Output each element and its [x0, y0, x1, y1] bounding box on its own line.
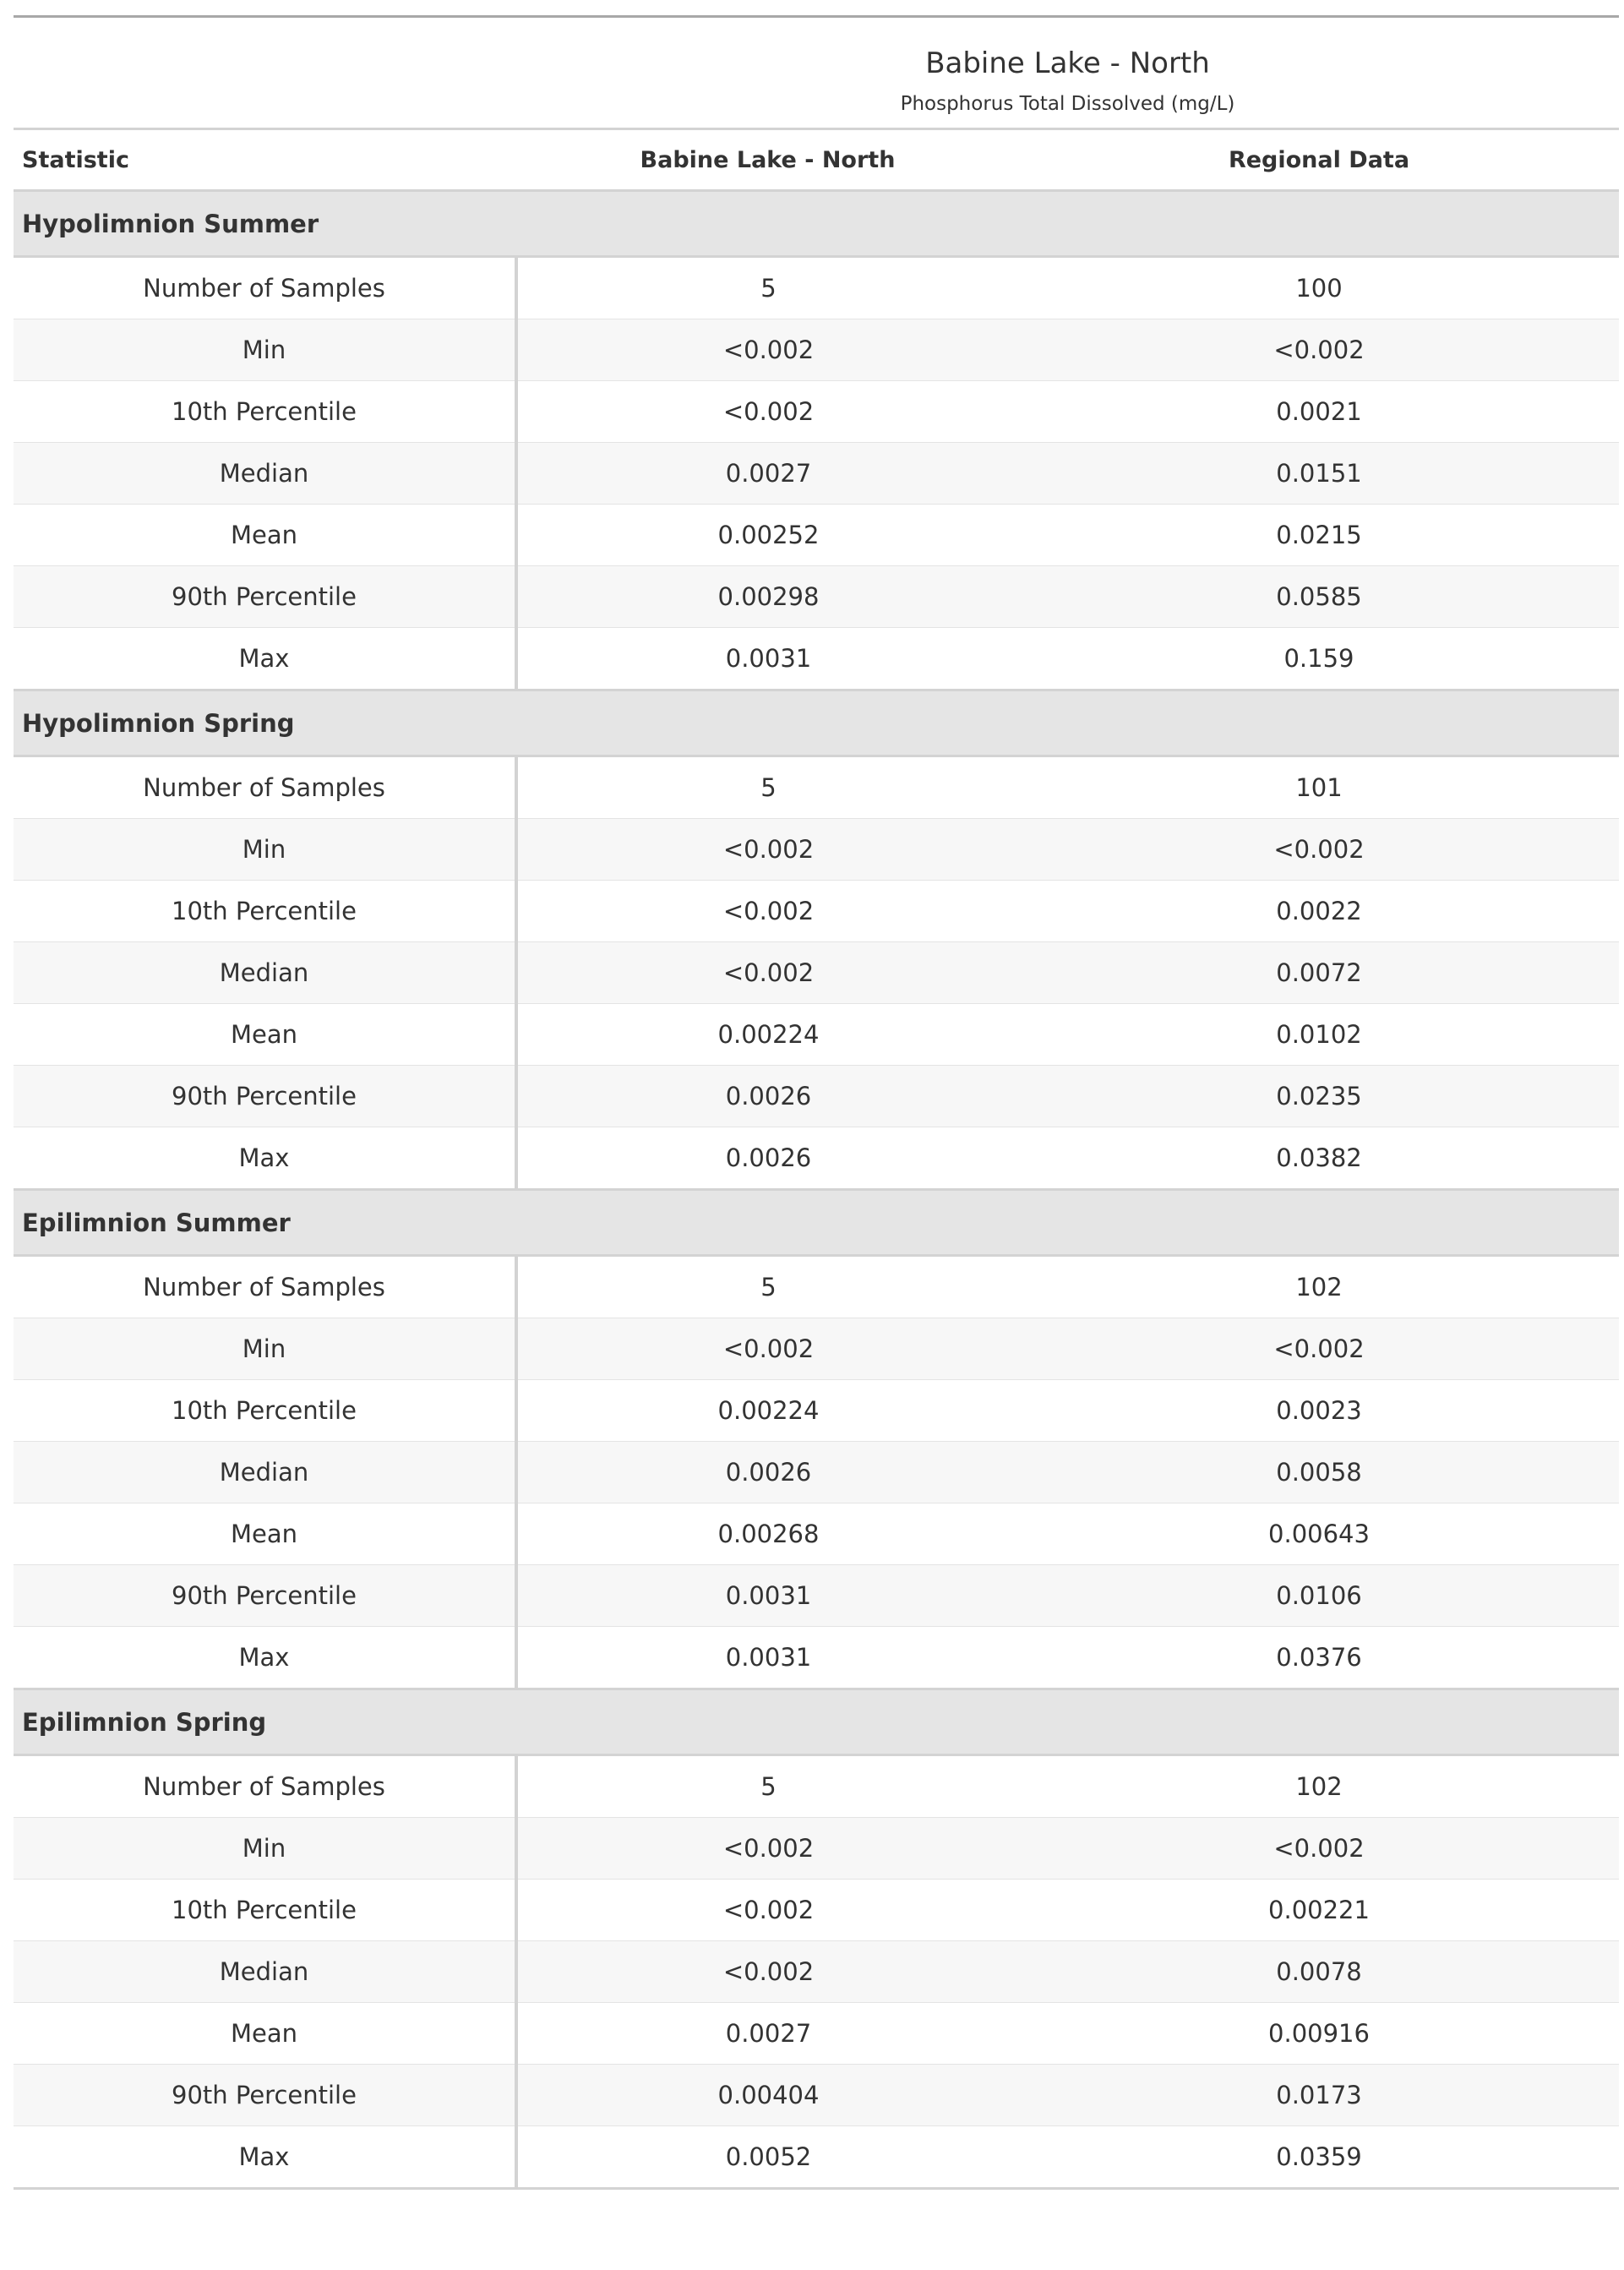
- table-row: [14, 1565, 1619, 1627]
- site-value-cell: 5: [760, 773, 777, 802]
- table-row: [14, 443, 1619, 505]
- statistic-cell: 10th Percentile: [14, 1380, 516, 1442]
- regional-value-cell: 0.0023: [1019, 1380, 1619, 1442]
- table-row: [14, 756, 1619, 819]
- site-value-cell: 0.00224: [516, 1380, 1019, 1442]
- statistic-cell: Median: [14, 942, 516, 1004]
- regional-value-cell: 0.0173: [1019, 2065, 1619, 2126]
- table-row: [14, 1318, 1619, 1380]
- table-row: [14, 1004, 1619, 1066]
- table-row: [14, 1127, 1619, 1190]
- table-row: [14, 2065, 1619, 2126]
- table-row: [14, 381, 1619, 443]
- statistic-cell: 90th Percentile: [14, 566, 516, 628]
- statistics-table: [14, 15, 1619, 2190]
- site-value-cell: 0.0027: [516, 443, 1019, 505]
- statistic-cell: Min: [14, 819, 516, 881]
- statistic-cell: 90th Percentile: [14, 1565, 516, 1627]
- statistic-cell: Mean: [14, 1004, 516, 1066]
- statistic-cell: Max: [14, 628, 516, 690]
- site-value-cell: 0.00268: [516, 1503, 1019, 1565]
- site-value-cell: <0.002: [516, 881, 1019, 942]
- table-row: [14, 257, 1619, 319]
- group-header-row: [14, 191, 1619, 257]
- site-value-cell: <0.002: [516, 942, 1019, 1004]
- site-value-cell: 0.00298: [516, 566, 1019, 628]
- table-row: [14, 1442, 1619, 1503]
- table-row: [14, 1880, 1619, 1941]
- table-row: [14, 2003, 1619, 2065]
- group-label: Hypolimnion Summer: [14, 191, 1619, 257]
- statistic-cell: Median: [14, 1941, 516, 2003]
- statistic-cell: Number of Samples: [14, 257, 516, 319]
- site-value-cell: 0.0052: [516, 2126, 1019, 2189]
- site-value-cell: <0.002: [516, 381, 1019, 443]
- statistic-cell: Number of Samples: [14, 756, 516, 819]
- table-row: [14, 1503, 1619, 1565]
- table-row: [14, 819, 1619, 881]
- regional-value-cell: 0.0021: [1019, 381, 1619, 443]
- table-row: [14, 1380, 1619, 1442]
- regional-value-cell: 0.0585: [1019, 566, 1619, 628]
- regional-value-cell: 0.0022: [1019, 881, 1619, 942]
- table-row: [14, 1627, 1619, 1689]
- statistic-cell: 90th Percentile: [14, 2065, 516, 2126]
- statistic-cell: Min: [14, 1318, 516, 1380]
- table-title: Babine Lake - North: [925, 46, 1210, 80]
- site-value-cell: 0.0026: [516, 1442, 1019, 1503]
- site-value-cell: 0.0027: [516, 2003, 1019, 2065]
- regional-value-cell: <0.002: [1019, 1818, 1619, 1880]
- table-row: [14, 1941, 1619, 2003]
- regional-value-cell: 102: [1295, 1273, 1343, 1301]
- site-value-cell: 0.0031: [516, 1627, 1019, 1689]
- group-label: Epilimnion Spring: [14, 1689, 1619, 1755]
- regional-value-cell: 0.0106: [1019, 1565, 1619, 1627]
- statistic-cell: 10th Percentile: [14, 381, 516, 443]
- site-value-cell: <0.002: [516, 1818, 1019, 1880]
- regional-value-cell: 0.0235: [1019, 1066, 1619, 1127]
- table-row: [14, 2126, 1619, 2189]
- group-header-row: [14, 690, 1619, 756]
- table-row: [14, 628, 1619, 690]
- statistic-cell: Median: [14, 443, 516, 505]
- regional-value-cell: 0.00916: [1019, 2003, 1619, 2065]
- statistic-cell: Median: [14, 1442, 516, 1503]
- table-row: [14, 942, 1619, 1004]
- site-value-cell: 5: [760, 274, 777, 303]
- site-value-cell: 0.0031: [516, 1565, 1019, 1627]
- table-row: [14, 1066, 1619, 1127]
- table-row: [14, 1818, 1619, 1880]
- group-header-row: [14, 1190, 1619, 1256]
- regional-value-cell: <0.002: [1019, 819, 1619, 881]
- group-label: Hypolimnion Spring: [14, 690, 1619, 756]
- site-value-cell: <0.002: [516, 319, 1019, 381]
- regional-value-cell: 0.159: [1019, 628, 1619, 690]
- site-value-cell: 0.00224: [516, 1004, 1019, 1066]
- statistic-cell: Min: [14, 1818, 516, 1880]
- table-row: [14, 881, 1619, 942]
- statistic-cell: Max: [14, 1127, 516, 1190]
- regional-value-cell: 0.00643: [1019, 1503, 1619, 1565]
- statistic-cell: Mean: [14, 2003, 516, 2065]
- statistic-cell: Mean: [14, 1503, 516, 1565]
- regional-value-cell: 0.0215: [1019, 505, 1619, 566]
- site-value-cell: 0.0026: [516, 1127, 1019, 1190]
- column-header-regional: Regional Data: [1019, 129, 1619, 191]
- table-row: [14, 1755, 1619, 1818]
- statistic-cell: 90th Percentile: [14, 1066, 516, 1127]
- statistic-cell: Number of Samples: [14, 1256, 516, 1318]
- table-row: [14, 319, 1619, 381]
- site-value-cell: 0.00252: [516, 505, 1019, 566]
- regional-value-cell: 102: [1295, 1772, 1343, 1801]
- regional-value-cell: <0.002: [1019, 1318, 1619, 1380]
- site-value-cell: <0.002: [516, 1941, 1019, 2003]
- regional-value-cell: 101: [1295, 773, 1343, 802]
- regional-value-cell: 0.0102: [1019, 1004, 1619, 1066]
- site-value-cell: 0.0026: [516, 1066, 1019, 1127]
- site-value-cell: <0.002: [516, 1318, 1019, 1380]
- regional-value-cell: 0.00221: [1019, 1880, 1619, 1941]
- site-value-cell: 0.00404: [516, 2065, 1019, 2126]
- table-row: [14, 505, 1619, 566]
- site-value-cell: <0.002: [516, 1880, 1019, 1941]
- regional-value-cell: <0.002: [1019, 319, 1619, 381]
- regional-value-cell: 100: [1295, 274, 1343, 303]
- table-subtitle: Phosphorus Total Dissolved (mg/L): [516, 80, 1619, 129]
- regional-value-cell: 0.0151: [1019, 443, 1619, 505]
- site-value-cell: <0.002: [516, 819, 1019, 881]
- group-header-row: [14, 1689, 1619, 1755]
- site-value-cell: 0.0031: [516, 628, 1019, 690]
- statistic-cell: Max: [14, 2126, 516, 2189]
- table-body: [14, 191, 1619, 2189]
- table-row: [14, 1256, 1619, 1318]
- site-value-cell: 5: [760, 1772, 777, 1801]
- statistic-cell: Number of Samples: [14, 1755, 516, 1818]
- table-row: [14, 566, 1619, 628]
- regional-value-cell: 0.0078: [1019, 1941, 1619, 2003]
- statistic-cell: Max: [14, 1627, 516, 1689]
- column-header-site: Babine Lake - North: [516, 129, 1019, 191]
- regional-value-cell: 0.0359: [1019, 2126, 1619, 2189]
- regional-value-cell: 0.0376: [1019, 1627, 1619, 1689]
- statistic-cell: Mean: [14, 505, 516, 566]
- statistic-cell: 10th Percentile: [14, 881, 516, 942]
- column-header-statistic: Statistic: [14, 129, 516, 191]
- site-value-cell: 5: [760, 1273, 777, 1301]
- regional-value-cell: 0.0058: [1019, 1442, 1619, 1503]
- regional-value-cell: 0.0382: [1019, 1127, 1619, 1190]
- group-label: Epilimnion Summer: [14, 1190, 1619, 1256]
- regional-value-cell: 0.0072: [1019, 942, 1619, 1004]
- summary-table-container: [14, 15, 1619, 2190]
- statistic-cell: 10th Percentile: [14, 1880, 516, 1941]
- statistic-cell: Min: [14, 319, 516, 381]
